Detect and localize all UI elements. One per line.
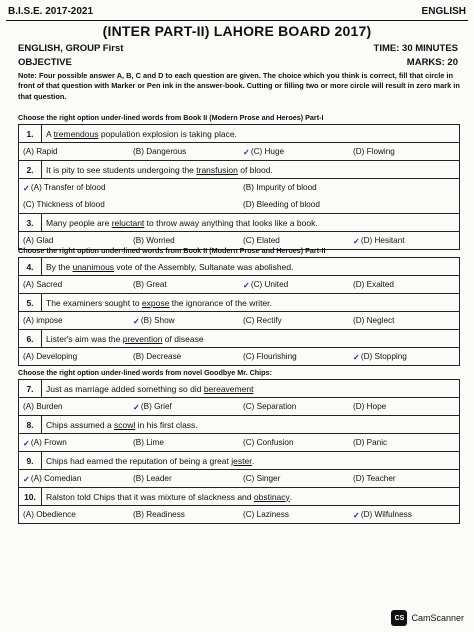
tick-mark-icon: ✓ [353,510,360,520]
option-text: (D) Wilfulness [360,510,412,519]
board-year: B.I.S.E. 2017-2021 [8,6,94,17]
underlined-word: tremendous [53,128,99,139]
answer-option[interactable] [19,348,129,365]
question-row [19,488,459,506]
section-instruction: Choose the right option under-lined words from novel Goodbye Mr. Chips: [18,368,272,377]
option-text: (D) Neglect [353,316,395,325]
question-table [18,124,460,250]
option-text: (A) Developing [23,352,78,361]
option-text: (C) Singer [243,474,281,483]
option-text: (B) Decrease [133,352,182,361]
answer-option[interactable] [239,506,349,523]
question-text [42,214,459,231]
question-text-end: of blood. [237,164,273,175]
answer-option[interactable] [129,348,239,365]
tick-mark-icon: ✓ [243,147,250,157]
question-row [19,330,459,348]
answer-options [19,179,459,214]
answer-option[interactable] [19,196,239,213]
answer-option[interactable] [129,434,239,451]
question-text [42,380,459,397]
question-row [19,258,459,276]
underlined-word: jester [231,455,253,466]
option-text: (B) Worried [133,236,175,245]
tick-mark-icon: ✓ [353,352,360,362]
option-text: (A) Frown [30,438,67,447]
question-number: 7. [19,380,42,397]
question-row [19,416,459,434]
question-text-start: Many people are [46,217,112,228]
question-text [42,294,459,311]
answer-option[interactable] [19,179,239,196]
answer-option[interactable] [349,143,459,160]
answer-option[interactable] [239,196,459,213]
option-text: (B) Readiness [133,510,185,519]
answer-option[interactable] [239,143,349,160]
answer-options [19,470,459,488]
option-text: (A) Burden [23,402,63,411]
underlined-word: reluctant [111,217,145,228]
tick-mark-icon: ✓ [23,438,30,448]
paper-title: (INTER PART-II) LAHORE BOARD 2017) [102,23,372,39]
option-text: (A) impose [23,316,63,325]
question-number: 4. [19,258,42,275]
option-text: (A) Comedian [30,474,82,483]
camscanner-label: CamScanner [411,613,464,623]
question-text-start: It is pity to see students undergoing the [46,164,197,175]
section-instruction: Choose the right option under-lined words from Book II (Modern Prose and Heroes) Part-I [18,113,324,122]
marks-label: MARKS: 20 [406,57,458,68]
question-number: 10. [19,488,42,505]
answer-option[interactable] [19,276,129,293]
question-row [19,452,459,470]
option-text: (D) Exalted [353,280,394,289]
option-text: (D) Panic [353,438,388,447]
underlined-word: scowl [114,419,136,430]
option-text: (D) Teacher [353,474,396,483]
option-text: (C) Elated [243,236,280,245]
answer-option[interactable] [19,398,129,415]
question-text-start: Chips assumed a [46,419,115,430]
option-text: (B) Great [133,280,167,289]
option-text: (C) Rectify [243,316,282,325]
answer-option[interactable] [349,470,459,487]
option-text: (B) Impurity of blood [243,183,317,192]
option-text: (C) United [250,280,289,289]
question-text [42,125,459,142]
tick-mark-icon: ✓ [133,316,140,326]
question-text-end: the ignorance of the writer. [169,297,272,308]
tick-mark-icon: ✓ [133,402,140,412]
section-label: OBJECTIVE [18,57,72,68]
answer-options [19,143,459,161]
tick-mark-icon: ✓ [243,280,250,290]
answer-option[interactable] [349,434,459,451]
question-row [19,125,459,143]
answer-option[interactable] [239,398,349,415]
option-text: (D) Hesitant [360,236,405,245]
answer-option[interactable] [239,276,349,293]
answer-option[interactable] [349,506,459,523]
question-text-start: A [46,128,54,139]
top-divider [6,20,468,21]
question-number: 6. [19,330,42,347]
underlined-word: unanimous [72,261,115,272]
option-text: (D) Hope [353,402,387,411]
underlined-word: bereavement [203,383,254,394]
underlined-word: expose [141,297,170,308]
underlined-word: prevention [122,333,163,344]
option-text: (A) Rapid [23,147,58,156]
question-text-end: to throw away anything that looks like a book. [144,217,318,228]
answer-option[interactable] [239,470,349,487]
option-text: (C) Huge [250,147,285,156]
tick-mark-icon: ✓ [353,236,360,246]
question-number: 9. [19,452,42,469]
option-text: (C) Laziness [243,510,289,519]
option-text: (C) Separation [243,402,297,411]
answer-option[interactable] [19,434,129,451]
answer-option[interactable] [239,434,349,451]
answer-options [19,312,459,330]
answer-option[interactable] [239,312,349,329]
tick-mark-icon: ✓ [23,474,30,484]
option-text: (B) Leader [133,474,172,483]
question-text-end: of disease [162,333,204,344]
option-text: (A) Obedience [23,510,76,519]
question-text-start: Lister's aim was the [46,333,123,344]
question-number: 2. [19,161,42,178]
answer-option[interactable] [129,470,239,487]
option-text: (C) Thickness of blood [23,200,105,209]
answer-option[interactable] [19,143,129,160]
answer-option[interactable] [349,398,459,415]
instructions-note: Note: Four possible answer A, B, C and D to each question are given. The choice which you think is correct, fill that circle in front of that question with Marker or Pen ink in the answer-book. Cutting or filling two or more circle will result in zero mark in that question. [18,71,460,101]
question-text [42,416,459,433]
option-text: (D) Flowing [353,147,395,156]
paper-group: ENGLISH, GROUP First [18,43,124,54]
answer-options [19,506,459,523]
question-text-end: in his first class. [135,419,198,430]
option-text: (A) Transfer of blood [30,183,106,192]
question-row [19,294,459,312]
answer-option[interactable] [239,179,459,196]
answer-options [19,398,459,416]
question-row [19,161,459,179]
answer-option[interactable] [129,276,239,293]
question-text-start: The examiners sought to [46,297,142,308]
answer-option[interactable] [239,348,349,365]
question-text [42,452,459,469]
question-text-start: Chips had earned the reputation of being a great [46,455,232,466]
answer-options [19,348,459,365]
answer-option[interactable] [129,506,239,523]
question-number: 1. [19,125,42,142]
top-bar [8,6,466,19]
option-text: (C) Confusion [243,438,294,447]
underlined-word: transfusion [196,164,238,175]
answer-option[interactable] [129,312,239,329]
time-label: TIME: 30 MINUTES [373,43,458,54]
question-number: 3. [19,214,42,231]
section-instruction: Choose the right option under-lined words from Book II (Modern Prose and Heroes) Part-II [18,246,326,255]
option-text: (C) Flourishing [243,352,297,361]
question-table [18,379,460,524]
question-row [19,214,459,232]
meta-row-1 [18,43,458,54]
question-number: 5. [19,294,42,311]
question-text-end: . [252,455,255,466]
option-text: (A) Glad [23,236,54,245]
answer-option[interactable] [129,398,239,415]
answer-option[interactable] [349,276,459,293]
question-text [42,161,459,178]
option-text: (B) Grief [140,402,172,411]
question-text-end: vote of the Assembly, Sultanate was abolished. [114,261,294,272]
meta-row-2 [18,57,458,68]
camscanner-watermark [391,610,464,626]
question-text [42,330,459,347]
question-text-start: Ralston told Chips that it was mixture of slackness and [46,491,254,502]
answer-option[interactable] [19,470,129,487]
answer-option[interactable] [129,143,239,160]
tick-mark-icon: ✓ [23,183,30,193]
answer-options [19,276,459,294]
question-number: 8. [19,416,42,433]
question-table [18,257,460,366]
underlined-word: obstinacy [253,491,290,502]
option-text: (A) Sacred [23,280,63,289]
subject-label: ENGLISH [421,6,466,17]
option-text: (B) Show [140,316,175,325]
question-text-start: Just as marriage added something so did [46,383,204,394]
answer-option[interactable] [349,348,459,365]
answer-options [19,434,459,452]
camscanner-logo-icon: CS [391,610,407,626]
question-text-end: population explosion is taking place. [98,128,237,139]
question-text-end: . [289,491,293,502]
option-text: (B) Lime [133,438,164,447]
answer-option[interactable] [19,506,129,523]
option-text: (D) Stopping [360,352,407,361]
option-text: (D) Bleeding of blood [243,200,320,209]
question-text-start: By the [46,261,73,272]
answer-option[interactable] [349,312,459,329]
answer-option[interactable] [19,312,129,329]
question-row [19,380,459,398]
question-text [42,488,459,505]
question-text [42,258,459,275]
option-text: (B) Dangerous [133,147,187,156]
